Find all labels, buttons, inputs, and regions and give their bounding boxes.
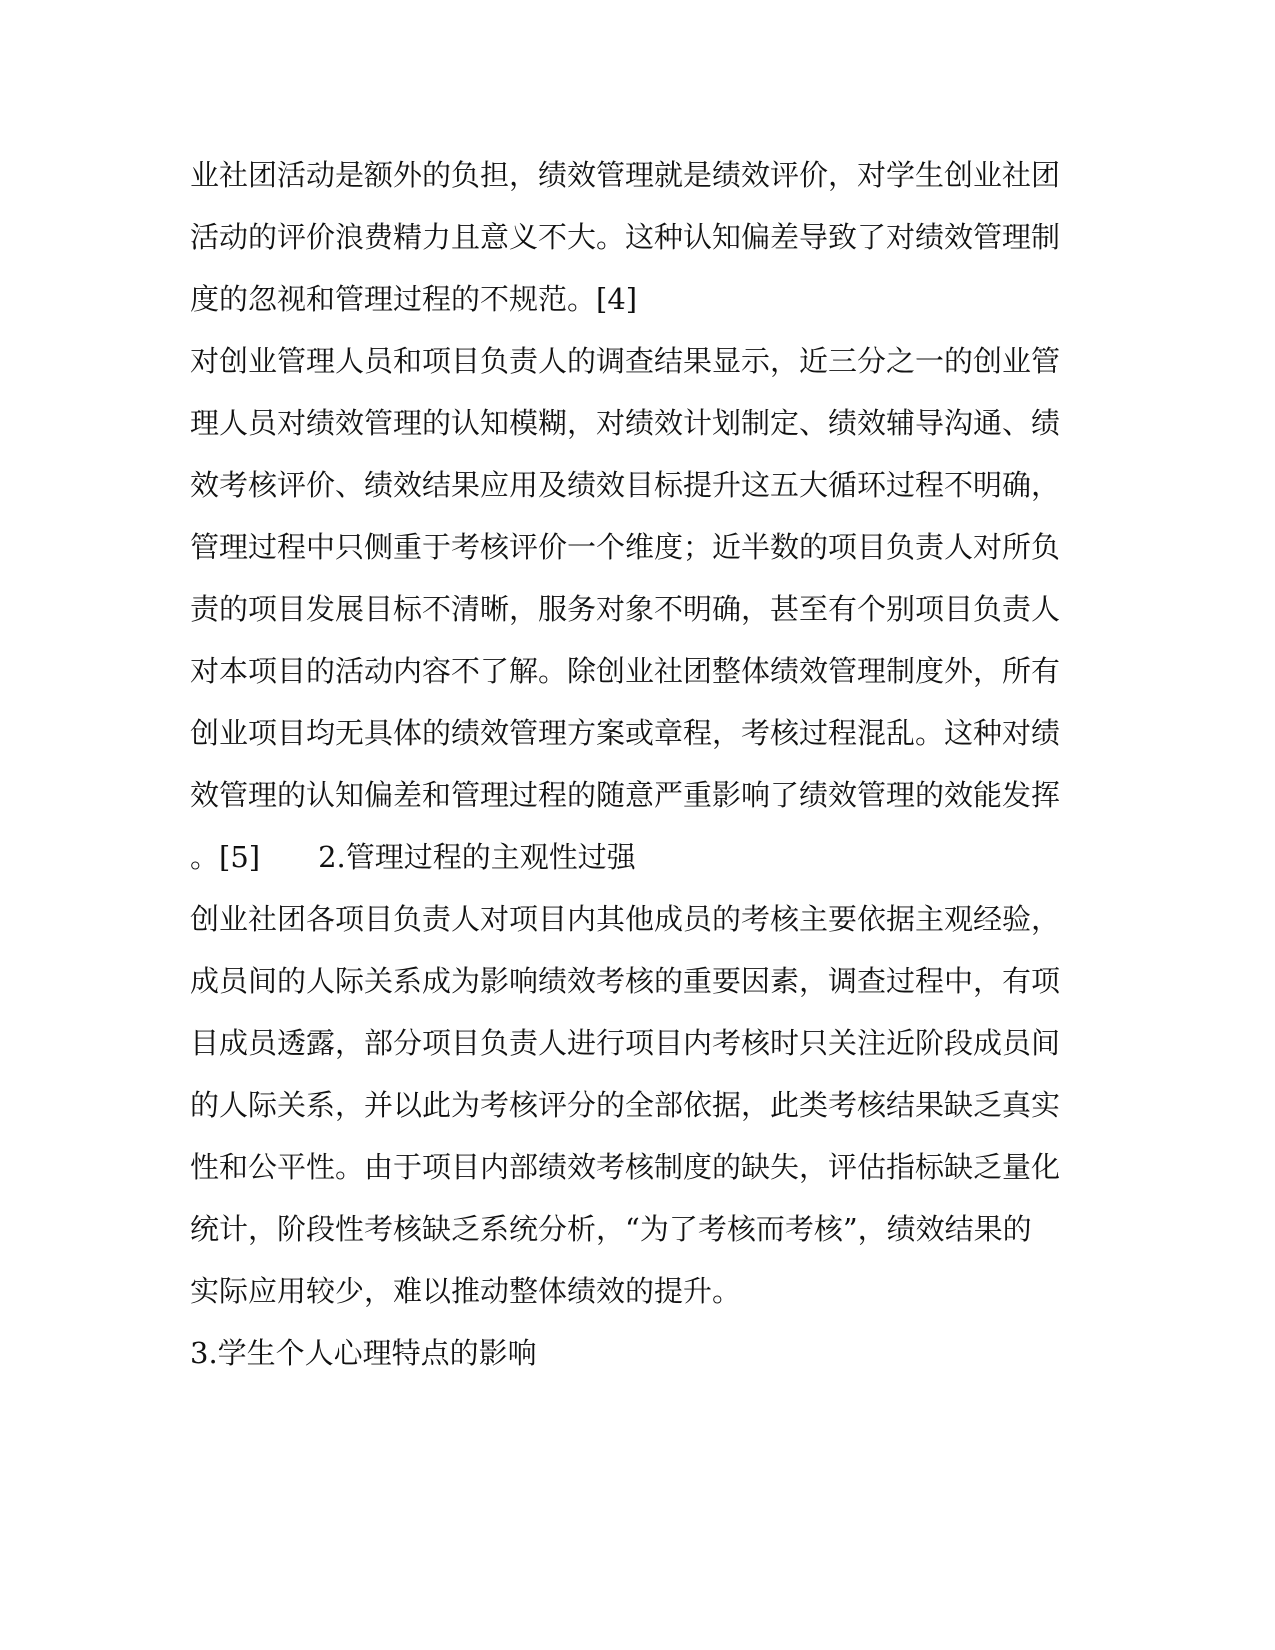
text-line: 效管理的认知偏差和管理过程的随意严重影响了绩效管理的效能发挥 xyxy=(190,778,1061,812)
text-line: 性和公平性。由于项目内部绩效考核制度的缺失，评估指标缺乏量化 xyxy=(190,1150,1061,1184)
section-heading: 3.学生个人心理特点的影响 xyxy=(190,1336,537,1370)
text-line: 责的项目发展目标不清晰，服务对象不明确，甚至有个别项目负责人 xyxy=(190,592,1061,626)
text-line: 活动的评价浪费精力且意义不大。这种认知偏差导致了对绩效管理制 xyxy=(190,220,1061,254)
text-line: 效考核评价、绩效结果应用及绩效目标提升这五大循环过程不明确， xyxy=(190,468,1061,502)
text-line: 目成员透露，部分项目负责人进行项目内考核时只关注近阶段成员间 xyxy=(190,1026,1061,1060)
text-line: 的人际关系，并以此为考核评分的全部依据，此类考核结果缺乏真实 xyxy=(190,1088,1061,1122)
text-line: 对创业管理人员和项目负责人的调查结果显示，近三分之一的创业管 xyxy=(190,344,1061,378)
text-line: 成员间的人际关系成为影响绩效考核的重要因素，调查过程中，有项 xyxy=(190,964,1061,998)
text-line: 理人员对绩效管理的认知模糊，对绩效计划制定、绩效辅导沟通、绩 xyxy=(190,406,1061,440)
text-line: 度的忽视和管理过程的不规范。[4] xyxy=(190,282,638,316)
text-line: 对本项目的活动内容不了解。除创业社团整体绩效管理制度外，所有 xyxy=(190,654,1061,688)
text-line: 创业社团各项目负责人对项目内其他成员的考核主要依据主观经验， xyxy=(190,902,1061,936)
text-line: 创业项目均无具体的绩效管理方案或章程，考核过程混乱。这种对绩 xyxy=(190,716,1061,750)
text-line: 统计，阶段性考核缺乏系统分析，“为了考核而考核”，绩效结果的 xyxy=(190,1212,1032,1246)
text-line: 管理过程中只侧重于考核评价一个维度；近半数的项目负责人对所负 xyxy=(190,530,1061,564)
text-line: 实际应用较少，难以推动整体绩效的提升。 xyxy=(190,1274,742,1308)
section-heading-line: 。[5] 2.管理过程的主观性过强 xyxy=(190,840,636,874)
text-line: 业社团活动是额外的负担，绩效管理就是绩效评价，对学生创业社团 xyxy=(190,158,1061,192)
